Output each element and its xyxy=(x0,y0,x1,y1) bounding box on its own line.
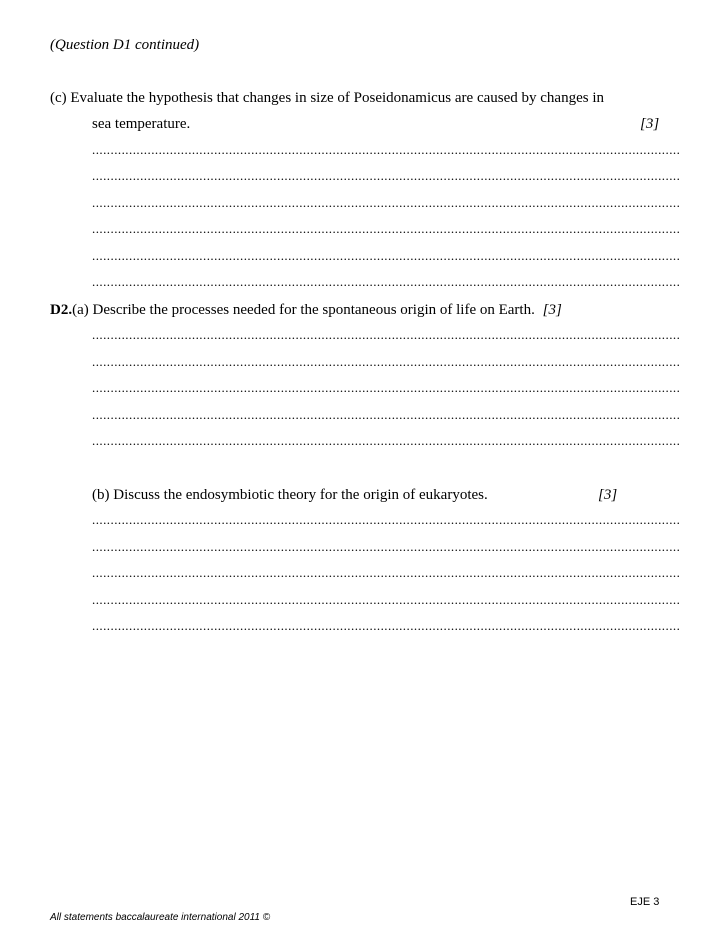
copyright-footer: All statements baccalaureate international 2011 © xyxy=(50,912,271,923)
answer-line[interactable]: ............................................................................................................................................................... xyxy=(92,565,681,580)
answer-line[interactable]: ............................................................................................................................................................... xyxy=(92,618,681,633)
question-d1c-text-cont: sea temperature. xyxy=(92,116,191,132)
answer-line[interactable]: ............................................................................................................................................................... xyxy=(92,433,681,448)
answer-line[interactable]: ............................................................................................................................................................... xyxy=(92,407,681,422)
answer-line[interactable]: ............................................................................................................................................................... xyxy=(92,592,681,607)
answer-line[interactable]: ............................................................................................................................................................... xyxy=(92,142,681,157)
question-d2a-text: (a) Describe the processes needed for the spontaneous origin of life on Earth. xyxy=(72,302,535,318)
question-d2a xyxy=(50,302,562,319)
answer-line[interactable]: ............................................................................................................................................................... xyxy=(92,380,681,395)
page-code: EJE 3 xyxy=(630,896,660,908)
answer-line[interactable]: ............................................................................................................................................................... xyxy=(92,274,681,289)
answer-line[interactable]: ............................................................................................................................................................... xyxy=(92,539,681,554)
question-d2b-text: (b) Discuss the endosymbiotic theory for the origin of eukaryotes. xyxy=(92,487,488,503)
question-d2a-marks: [3] xyxy=(542,302,562,318)
answer-line[interactable]: ............................................................................................................................................................... xyxy=(92,354,681,369)
answer-line[interactable]: ............................................................................................................................................................... xyxy=(92,195,681,210)
answer-line[interactable]: ............................................................................................................................................................... xyxy=(92,168,681,183)
question-d2-number: D2. xyxy=(50,302,73,318)
answer-line[interactable]: ............................................................................................................................................................... xyxy=(92,248,681,263)
question-d1c-text: (c) Evaluate the hypothesis that changes in size of Poseidonamicus are caused by changes in xyxy=(50,90,604,106)
answer-line[interactable]: ............................................................................................................................................................... xyxy=(92,512,681,527)
continued-heading: (Question D1 continued) xyxy=(50,37,200,53)
question-d1c-marks: [3] xyxy=(640,116,660,132)
question-d2b-marks: [3] xyxy=(598,487,618,503)
answer-line[interactable]: ............................................................................................................................................................... xyxy=(92,327,681,342)
answer-line[interactable]: ............................................................................................................................................................... xyxy=(92,221,681,236)
